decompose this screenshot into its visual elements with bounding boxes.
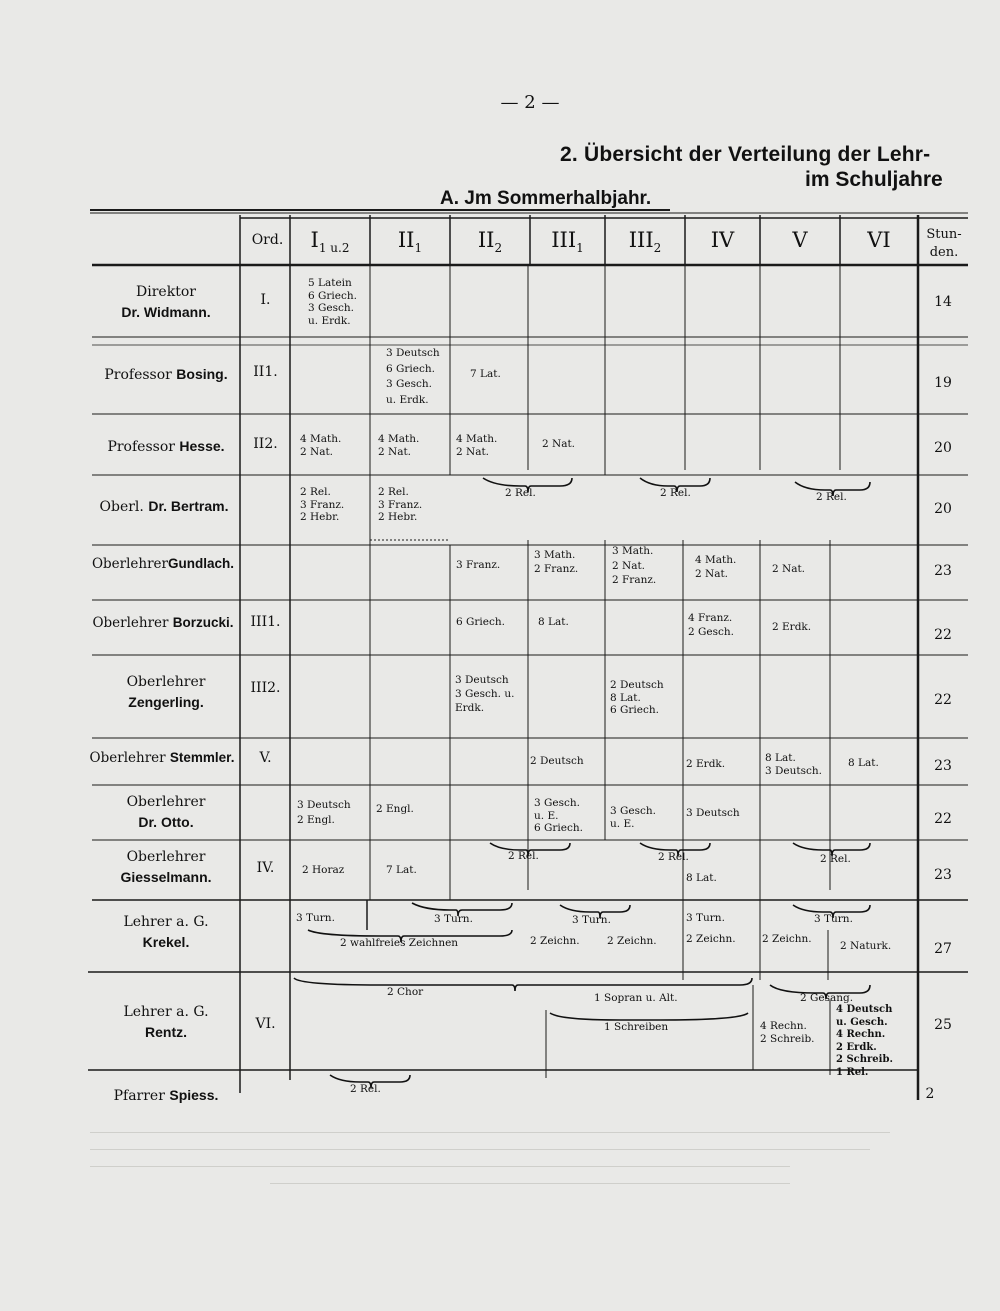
teacher-bosing (92, 364, 240, 385)
teacher-title: Oberl. (99, 499, 144, 515)
teacher-giesselmann (92, 847, 240, 888)
teacher-name: Dr. Bertram. (148, 498, 229, 514)
header-class-label: II (397, 228, 415, 252)
teacher-title: Professor (107, 439, 175, 455)
teacher-title: Oberlehrer (126, 674, 206, 690)
cell-rentz-V: 4 Rechn. 2 Schreib. (760, 1020, 815, 1045)
cell-hesse-I: 4 Math. 2 Nat. (300, 433, 342, 458)
cell-bosing-II1: 3 Deutsch 6 Griech. 3 Gesch. u. Erdk. (386, 347, 440, 406)
cell-krekel-IV: 2 Zeichn. (686, 933, 736, 945)
cell-stemmler-VI: 8 Lat. (848, 757, 879, 769)
cell-bertram-rel-3: 2 Rel. (816, 491, 847, 503)
total-borzucki: 22 (934, 627, 952, 643)
ord-hesse: II2. (253, 436, 278, 452)
cell-bosing-II2: 7 Lat. (470, 368, 501, 380)
teacher-rentz (92, 1002, 240, 1043)
teacher-title: Professor (104, 367, 172, 383)
teacher-title: Oberlehrer (126, 849, 206, 865)
teacher-title: Oberlehrer (126, 794, 206, 810)
teacher-krekel (92, 912, 240, 953)
cell-zengerling-III2: 2 Deutsch 8 Lat. 6 Griech. (610, 679, 664, 716)
title-line-2: im Schuljahre (805, 168, 943, 191)
cell-stemmler-III1: 2 Deutsch (530, 755, 584, 767)
header-stunden-line2: den. (929, 245, 959, 260)
cell-otto-IV: 3 Deutsch (686, 807, 740, 819)
header-class-III1 (530, 228, 605, 255)
cell-zengerling-II2: 3 Deutsch 3 Gesch. u. Erdk. (455, 674, 515, 714)
cell-giessel-II1: 7 Lat. (386, 864, 417, 876)
cell-giessel-rel-3: 2 Rel. (820, 853, 851, 865)
teacher-name: Zengerling. (128, 694, 204, 710)
total-widmann: 14 (934, 294, 952, 310)
total-rentz: 25 (934, 1017, 952, 1033)
cell-gundlach-II2: 3 Franz. (456, 559, 501, 571)
cell-rentz-VI: 4 Deutsch u. Gesch. 4 Rechn. 2 Erdk. 2 Schreib. 1 Rel. (836, 1004, 893, 1078)
header-class-label: III (551, 228, 577, 252)
header-class-label: V (792, 228, 808, 252)
total-zengerling: 22 (934, 692, 952, 708)
teacher-title: Oberlehrer (89, 750, 166, 766)
cell-borzucki-V: 2 Erdk. (772, 621, 812, 633)
total-giesselmann: 23 (934, 867, 952, 883)
teacher-stemmler (84, 748, 240, 768)
teacher-name: Rentz. (145, 1024, 187, 1040)
teacher-name: Borzucki. (172, 615, 234, 630)
header-class-VI (840, 228, 918, 252)
teacher-title: Pfarrer (113, 1088, 165, 1104)
header-class-label: IV (710, 228, 735, 252)
teacher-borzucki (86, 613, 240, 633)
cell-giessel-IV: 8 Lat. (686, 872, 717, 884)
total-bertram: 20 (934, 501, 952, 517)
cell-spiess-rel: 2 Rel. (350, 1083, 381, 1095)
cell-krekel-V: 2 Zeichn. (762, 933, 812, 945)
header-class-II2 (450, 228, 530, 255)
header-class-IV (685, 228, 760, 252)
cell-borzucki-IV: 4 Franz. 2 Gesch. (688, 612, 734, 638)
header-stunden (920, 226, 968, 262)
cell-bertram-I: 2 Rel. 3 Franz. 2 Hebr. (300, 486, 345, 523)
total-spiess: 2 (925, 1086, 935, 1102)
header-class-sub: 2 (494, 241, 503, 256)
cell-krekel-III2: 2 Zeichn. (607, 935, 657, 947)
cell-giessel-I: 2 Horaz (302, 864, 345, 876)
cell-borzucki-II2: 6 Griech. (456, 616, 505, 628)
header-class-sub: 1 (576, 241, 584, 256)
teacher-widmann (92, 282, 240, 323)
header-class-I (290, 228, 370, 255)
header-class-label: VI (867, 228, 891, 252)
header-class-sub: 1 u.2 (318, 241, 350, 256)
cell-krekel-III1: 2 Zeichn. (530, 935, 580, 947)
ord-giesselmann: IV. (256, 860, 275, 876)
teacher-name: Bosing. (176, 366, 228, 382)
total-gundlach: 23 (934, 563, 952, 579)
teacher-name: Dr. Otto. (138, 814, 194, 830)
cell-otto-III2: 3 Gesch. u. E. (610, 805, 656, 830)
cell-bertram-II1: 2 Rel. 3 Franz. 2 Hebr. (378, 486, 423, 523)
cell-gundlach-III1: 3 Math. 2 Franz. (534, 549, 579, 575)
header-class-III2 (605, 228, 685, 255)
total-hesse: 20 (934, 440, 952, 456)
ord-borzucki: III1. (250, 614, 281, 630)
teacher-name: Krekel. (142, 934, 190, 950)
total-stemmler: 23 (934, 758, 952, 774)
ord-widmann: I. (260, 292, 271, 308)
cell-krekel-turn-2: 3 Turn. (434, 913, 473, 925)
header-class-label: III (628, 228, 654, 252)
cell-borzucki-III1: 8 Lat. (538, 616, 569, 628)
cell-stemmler-V: 8 Lat. 3 Deutsch. (765, 752, 823, 777)
header-class-II1 (370, 228, 450, 255)
teacher-name: Giesselmann. (120, 869, 212, 885)
teacher-title: Direktor (136, 284, 196, 300)
cell-widmann-I: 5 Latein 6 Griech. 3 Gesch. u. Erdk. (308, 277, 357, 327)
teacher-name: Stemmler. (169, 750, 235, 765)
footnote-area (90, 1120, 910, 1210)
cell-krekel-turn-1: 3 Turn. (296, 912, 335, 924)
total-bosing: 19 (934, 375, 952, 391)
header-class-V (760, 228, 840, 252)
ord-bosing: II1. (253, 364, 278, 380)
cell-hesse-II2: 4 Math. 2 Nat. (456, 433, 498, 458)
header-class-label: I (310, 228, 319, 252)
teacher-title: Oberlehrer (92, 615, 169, 631)
cell-gundlach-III2: 3 Math. 2 Nat. 2 Franz. (612, 545, 657, 586)
cell-krekel-turn-4: 3 Turn. (686, 912, 725, 924)
ord-zengerling: III2. (250, 680, 281, 696)
cell-otto-I: 3 Deutsch 2 Engl. (297, 799, 351, 826)
cell-giessel-rel-2: 2 Rel. (658, 851, 689, 863)
cell-krekel-turn-3: 3 Turn. (572, 914, 611, 926)
header-stunden-line1: Stun- (926, 227, 962, 242)
ord-stemmler: V. (259, 750, 272, 766)
cell-stemmler-IV: 2 Erdk. (686, 758, 726, 770)
teacher-title: Lehrer a. G. (123, 1004, 209, 1020)
teacher-name: Spiess. (169, 1087, 219, 1103)
cell-giessel-rel-1: 2 Rel. (508, 850, 539, 862)
teacher-title: Lehrer a. G. (123, 914, 209, 930)
teacher-spiess (92, 1085, 240, 1106)
teacher-title: Oberlehrer (91, 556, 169, 572)
teacher-name: Dr. Widmann. (121, 304, 211, 320)
teacher-zengerling (92, 672, 240, 713)
subtitle: A. Jm Sommerhalbjahr. (440, 188, 652, 209)
ord-rentz: VI. (255, 1016, 276, 1032)
cell-otto-III1: 3 Gesch. u. E. 6 Griech. (534, 797, 583, 834)
cell-rentz-sopran: 1 Sopran u. Alt. (594, 992, 678, 1004)
cell-gundlach-IV: 4 Math. 2 Nat. (695, 554, 737, 580)
total-otto: 22 (934, 811, 952, 827)
teacher-hesse (92, 436, 240, 457)
page-number: — 2 — (500, 92, 560, 113)
title-line-1: 2. Übersicht der Verteilung der Lehr- (560, 143, 931, 166)
teacher-gundlach (86, 554, 240, 574)
header-class-sub: 2 (653, 241, 662, 256)
teacher-otto (92, 792, 240, 833)
cell-bertram-rel-2: 2 Rel. (660, 487, 691, 499)
header-ord: Ord. (251, 232, 284, 248)
cell-hesse-III1: 2 Nat. (542, 438, 576, 450)
total-krekel: 27 (934, 941, 952, 957)
teacher-name: Gundlach. (168, 556, 235, 571)
cell-rentz-chor: 2 Chor (387, 986, 424, 998)
cell-bertram-rel-1: 2 Rel. (505, 487, 536, 499)
header-class-sub: 1 (414, 241, 423, 256)
cell-gundlach-V: 2 Nat. (772, 563, 806, 575)
cell-krekel-turn-5: 3 Turn. (814, 913, 853, 925)
teacher-bertram (88, 496, 240, 517)
cell-hesse-II1: 4 Math. 2 Nat. (378, 433, 420, 458)
cell-rentz-schreiben: 1 Schreiben (604, 1021, 669, 1033)
cell-krekel-VI: 2 Naturk. (840, 940, 892, 952)
cell-rentz-gesang: 2 Gesang. (800, 992, 854, 1004)
cell-otto-II1: 2 Engl. (376, 803, 414, 815)
header-class-label: II (477, 228, 495, 252)
teacher-name: Hesse. (179, 438, 225, 454)
cell-krekel-zeichnen: 2 wahlfreies Zeichnen (340, 937, 459, 949)
